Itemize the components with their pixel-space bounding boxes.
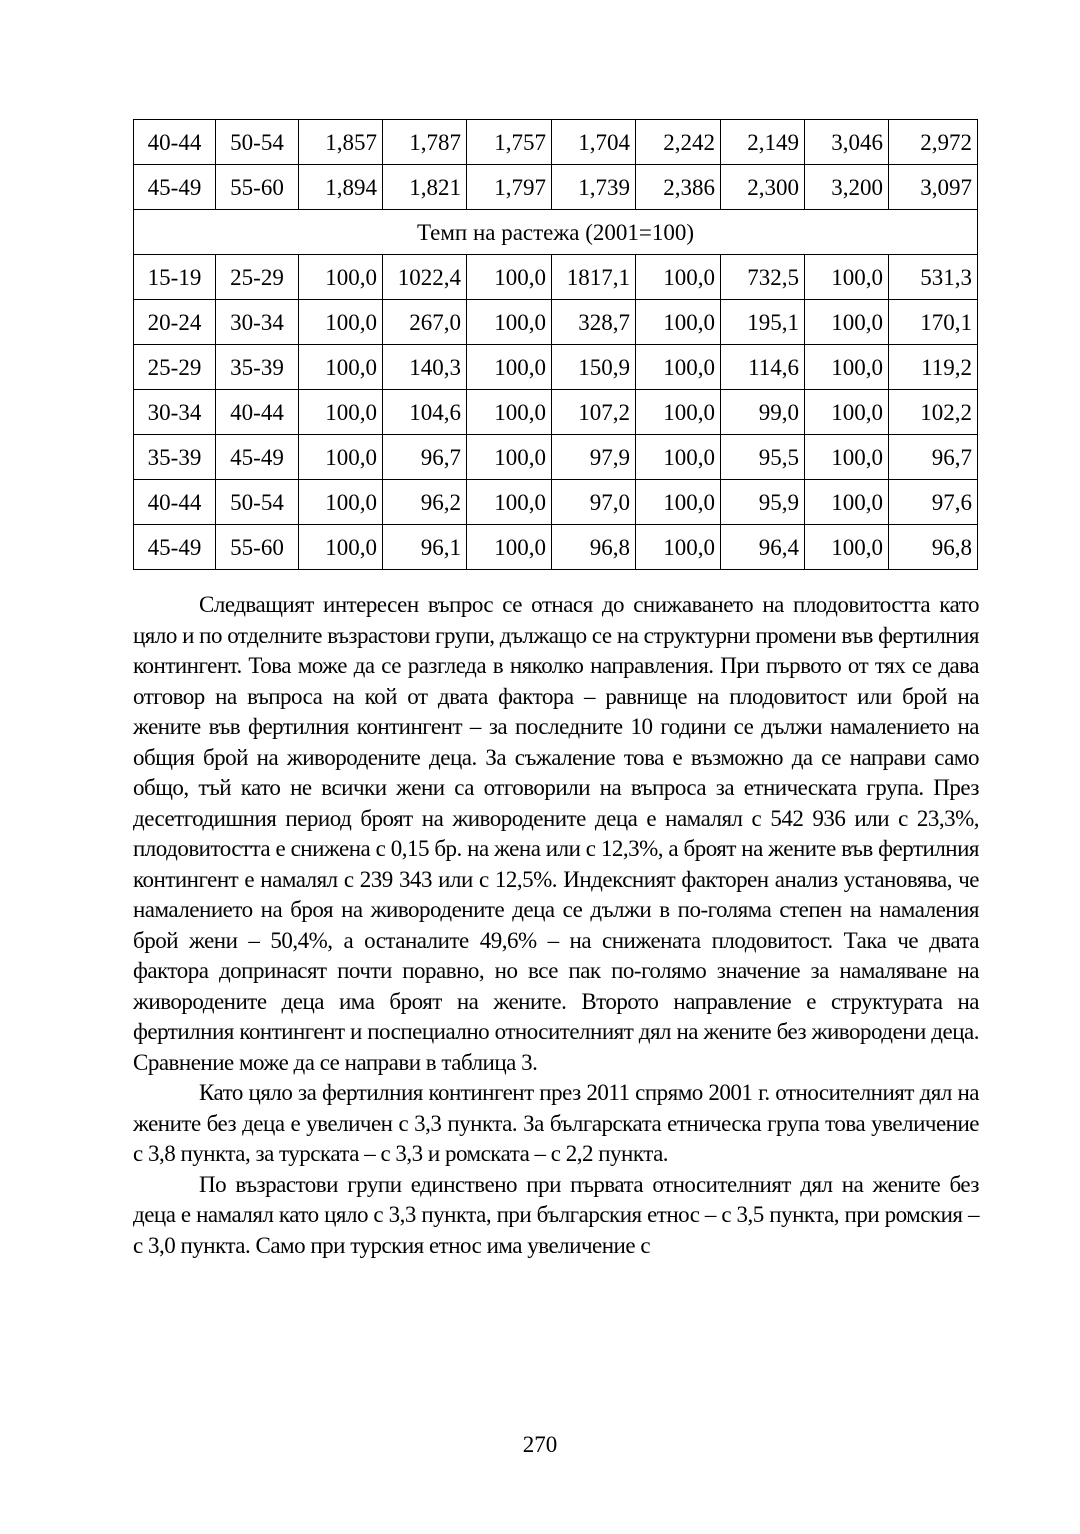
body-text — [133, 590, 979, 1261]
table-value-cell: 100,0 — [805, 255, 889, 300]
table-age-cell: 35-39 — [134, 435, 216, 480]
table-value-cell: 107,2 — [552, 390, 636, 435]
table-value-cell: 96,8 — [889, 525, 978, 570]
table-value-cell: 1,797 — [467, 165, 552, 210]
table-row — [134, 165, 978, 210]
table-age-cell: 15-19 — [134, 255, 216, 300]
table-age-cell: 55-60 — [216, 525, 299, 570]
table-value-cell: 95,9 — [721, 480, 805, 525]
table-row — [134, 345, 978, 390]
table-age-cell: 45-49 — [216, 435, 299, 480]
table-value-cell: 100,0 — [299, 345, 383, 390]
table-value-cell: 1022,4 — [383, 255, 467, 300]
table-age-cell: 55-60 — [216, 165, 299, 210]
paragraph: Следващият интересен въпрос се отнася до снижаването на плодовитостта като цяло и по отделните възрастови групи, дължащо се на структурни промени във фертилния контингент. Това може да се разгледа в няколко направления. При първото от тях се дава отговор на въпроса на кой от двата фактора – равнище на плодовитост или брой на жените във фертилния контингент – за последните 10 години се дължи намалението на общия брой на живородените деца. За съжаление това е възможно да се направи само общо, тъй като не всички жени са отговорили на въпроса за етническата група. През десетгодишния период броят на живородените деца е намалял с 542 936 или с 23,3%, плодовитостта е снижена с 0,15 бр. на жена или с 12,3%, а броят на жените във фертилния контингент е намалял с 239 343 или с 12,5%. Индексният факторен анализ установява, че намалението на броя на живородените деца се дължи в по-голяма степен на намаления брой жени – 50,4%, а останалите 49,6% – на снижената плодовитост. Така че двата фактора допринасят почти поравно, но все пак по-голямо значение за намаляване на живородените деца има броят на жените. Второто направление е структурата на фертилния контингент и поспециално относителният дял на жените без живородени деца. Сравнение може да се направи в таблица 3. — [133, 592, 979, 1075]
table-row — [134, 480, 978, 525]
table-row — [134, 435, 978, 480]
table-value-cell: 2,300 — [721, 165, 805, 210]
table-age-cell: 40-44 — [134, 480, 216, 525]
table-row — [134, 390, 978, 435]
table-value-cell: 100,0 — [636, 345, 721, 390]
table-value-cell: 100,0 — [299, 525, 383, 570]
table-value-cell: 100,0 — [636, 300, 721, 345]
table-value-cell: 96,8 — [552, 525, 636, 570]
table-value-cell: 140,3 — [383, 345, 467, 390]
table-value-cell: 99,0 — [721, 390, 805, 435]
table-value-cell: 100,0 — [636, 480, 721, 525]
table-age-cell: 35-39 — [216, 345, 299, 390]
data-table — [133, 119, 978, 570]
table-value-cell: 328,7 — [552, 300, 636, 345]
table-value-cell: 2,149 — [721, 120, 805, 165]
table-value-cell: 96,4 — [721, 525, 805, 570]
table-value-cell: 100,0 — [299, 480, 383, 525]
table-value-cell: 100,0 — [805, 525, 889, 570]
table-age-cell: 25-29 — [216, 255, 299, 300]
table-value-cell: 170,1 — [889, 300, 978, 345]
table-value-cell: 3,046 — [805, 120, 889, 165]
table-value-cell: 100,0 — [299, 435, 383, 480]
table-row — [134, 300, 978, 345]
table-value-cell: 1,894 — [299, 165, 383, 210]
table-value-cell: 119,2 — [889, 345, 978, 390]
table-value-cell: 95,5 — [721, 435, 805, 480]
table-value-cell: 100,0 — [636, 525, 721, 570]
table-age-cell: 50-54 — [216, 120, 299, 165]
table-age-cell: 30-34 — [216, 300, 299, 345]
table-value-cell: 267,0 — [383, 300, 467, 345]
table-value-cell: 100,0 — [805, 300, 889, 345]
table-age-cell: 40-44 — [134, 120, 216, 165]
table-value-cell: 104,6 — [383, 390, 467, 435]
table-row — [134, 255, 978, 300]
table-value-cell: 3,200 — [805, 165, 889, 210]
table-age-cell: 25-29 — [134, 345, 216, 390]
table-value-cell: 100,0 — [467, 390, 552, 435]
table-value-cell: 100,0 — [805, 435, 889, 480]
table-value-cell: 100,0 — [636, 255, 721, 300]
table-value-cell: 102,2 — [889, 390, 978, 435]
table-value-cell: 96,2 — [383, 480, 467, 525]
table-value-cell: 100,0 — [467, 525, 552, 570]
table-value-cell: 100,0 — [467, 300, 552, 345]
table-value-cell: 100,0 — [467, 435, 552, 480]
table-value-cell: 1,757 — [467, 120, 552, 165]
table-age-cell: 45-49 — [134, 165, 216, 210]
paragraph: По възрастови групи единствено при първата относителният дял на жените без деца е намалял като цяло с 3,3 пункта, при българския етнос – с 3,5 пункта, при ромския – с 3,0 пункта. Само при турския етнос има увеличение с — [133, 1171, 979, 1258]
table-value-cell: 97,6 — [889, 480, 978, 525]
table-section-row — [134, 210, 978, 255]
table-value-cell: 150,9 — [552, 345, 636, 390]
table-row — [134, 525, 978, 570]
table-value-cell: 100,0 — [805, 345, 889, 390]
table-value-cell: 195,1 — [721, 300, 805, 345]
table-value-cell: 100,0 — [299, 300, 383, 345]
table-value-cell: 100,0 — [805, 480, 889, 525]
table-value-cell: 1,787 — [383, 120, 467, 165]
table-value-cell: 96,1 — [383, 525, 467, 570]
table-age-cell: 45-49 — [134, 525, 216, 570]
table-value-cell: 100,0 — [467, 345, 552, 390]
paragraph: Като цяло за фертилния контингент през 2011 спрямо 2001 г. относителният дял на жените без деца е увеличен с 3,3 пункта. За българската етническа група това увеличение с 3,8 пункта, за турската – с 3,3 и ромската – с 2,2 пункта. — [133, 1080, 979, 1166]
table-section-title: Темп на растежа (2001=100) — [134, 210, 978, 255]
table-value-cell: 100,0 — [299, 255, 383, 300]
table-value-cell: 2,386 — [636, 165, 721, 210]
table-row — [134, 120, 978, 165]
table-value-cell: 100,0 — [299, 390, 383, 435]
table-value-cell: 114,6 — [721, 345, 805, 390]
table-value-cell: 97,9 — [552, 435, 636, 480]
table-age-cell: 20-24 — [134, 300, 216, 345]
table-value-cell: 1,821 — [383, 165, 467, 210]
table-value-cell: 3,097 — [889, 165, 978, 210]
data-table-body — [134, 120, 978, 570]
page-number: 270 — [522, 1432, 558, 1457]
table-value-cell: 100,0 — [467, 255, 552, 300]
table-value-cell: 100,0 — [805, 390, 889, 435]
table-value-cell: 100,0 — [467, 480, 552, 525]
table-value-cell: 96,7 — [889, 435, 978, 480]
table-value-cell: 100,0 — [636, 390, 721, 435]
table-value-cell: 732,5 — [721, 255, 805, 300]
table-value-cell: 2,242 — [636, 120, 721, 165]
table-value-cell: 97,0 — [552, 480, 636, 525]
table-value-cell: 1,739 — [552, 165, 636, 210]
table-age-cell: 40-44 — [216, 390, 299, 435]
table-value-cell: 1,857 — [299, 120, 383, 165]
table-value-cell: 2,972 — [889, 120, 978, 165]
table-value-cell: 1,704 — [552, 120, 636, 165]
table-age-cell: 30-34 — [134, 390, 216, 435]
table-value-cell: 96,7 — [383, 435, 467, 480]
table-value-cell: 100,0 — [636, 435, 721, 480]
table-value-cell: 1817,1 — [552, 255, 636, 300]
table-age-cell: 50-54 — [216, 480, 299, 525]
table-value-cell: 531,3 — [889, 255, 978, 300]
